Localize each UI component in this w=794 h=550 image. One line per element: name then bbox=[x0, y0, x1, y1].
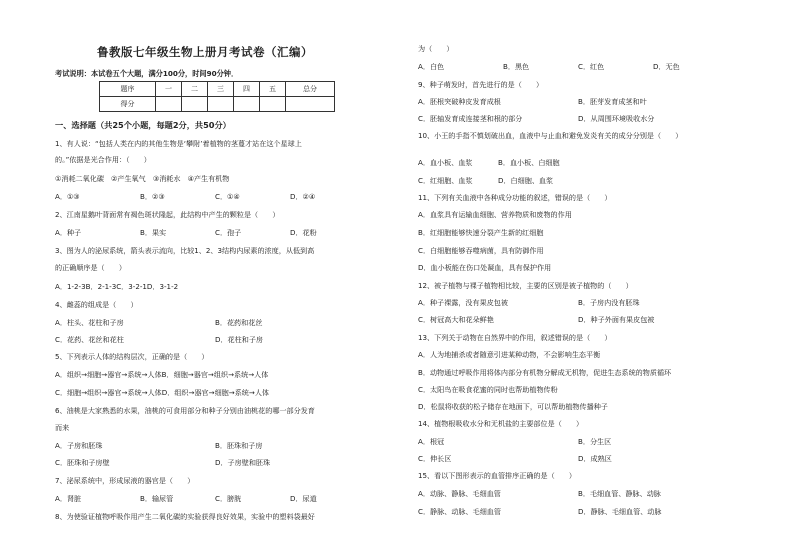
question-3: 3、图为人的泌尿系统，箭头表示流向，比较1、2、3结构内尿素的浓度，从低到高 bbox=[55, 246, 315, 255]
question-3-options[interactable]: A．1-2-3B．2-1-3C．3-2-1D．3-1-2 bbox=[55, 282, 179, 291]
option-a[interactable]: A．动脉、静脉、毛细血管 bbox=[418, 489, 501, 498]
option-b[interactable]: B．花药和花丝 bbox=[215, 318, 263, 327]
option-c[interactable]: C．树冠高大和花朵鲜艳 bbox=[418, 315, 494, 324]
option-c[interactable]: C．胚轴发育成连接茎和根的部分 bbox=[418, 114, 523, 123]
score-table bbox=[99, 81, 335, 112]
score-cell[interactable] bbox=[208, 97, 234, 112]
score-row-label: 得分 bbox=[100, 97, 156, 112]
question-1: 1、有人说：“包括人类在内的其他生物是‘攀附’着植物的茎蔓才站在这个星球上 bbox=[55, 139, 302, 148]
score-header-cell: 二 bbox=[182, 82, 208, 97]
option-a[interactable]: A．人为地捕杀或者随意引进某种动物，不会影响生态平衡 bbox=[418, 350, 601, 359]
option-a[interactable]: A．白色 bbox=[418, 62, 445, 71]
option-b[interactable]: B．子房内没有胚珠 bbox=[578, 298, 640, 307]
question-6-cont: 而来 bbox=[55, 423, 70, 432]
option-c[interactable]: C．太阳鸟在吸食花蜜的同时也帮助植物传粉 bbox=[418, 385, 558, 394]
option-a[interactable]: A．子房和胚珠 bbox=[55, 441, 103, 450]
option-a[interactable]: A．①③ bbox=[55, 192, 80, 201]
option-b[interactable]: B．血小板、白细胞 bbox=[498, 158, 560, 167]
option-d[interactable]: D．种子外面有果皮包被 bbox=[578, 315, 655, 324]
option-a[interactable]: A．血小板、血浆 bbox=[418, 158, 473, 167]
question-13: 13、下列关于动物在自然界中的作用，叙述错误的是（ ） bbox=[418, 333, 612, 342]
option-b[interactable]: B．毛细血管、静脉、动脉 bbox=[578, 489, 661, 498]
option-d[interactable]: D．无色 bbox=[653, 62, 680, 71]
question-5: 5、下列表示人体的结构层次，正确的是（ ） bbox=[55, 352, 209, 361]
option-a[interactable]: A．种子 bbox=[55, 228, 82, 237]
option-c[interactable]: C．红色 bbox=[578, 62, 605, 71]
score-cell[interactable] bbox=[260, 97, 286, 112]
question-1-cont: 的。”依据是光合作用：（ ） bbox=[55, 155, 151, 164]
exam-notice: 考试说明：本试卷五个大题，满分100分，时间90分钟． bbox=[55, 69, 239, 78]
question-15: 15、看以下图形表示的血管排序正确的是（ ） bbox=[418, 471, 576, 480]
question-14: 14、植物根吸收水分和无机盐的主要部位是（ ） bbox=[418, 419, 584, 428]
question-11: 11、下列有关血液中各种成分功能的叙述，错误的是（ ） bbox=[418, 193, 612, 202]
option-a[interactable]: A．种子裸露，没有果皮包被 bbox=[418, 298, 508, 307]
option-d[interactable]: D．血小板能在伤口处凝血，具有保护作用 bbox=[418, 263, 552, 272]
option-a[interactable]: A．血浆具有运输血细胞、营养物质和废物的作用 bbox=[418, 210, 572, 219]
question-12: 12、被子植物与裸子植物相比较，主要的区别是被子植物的（ ） bbox=[418, 281, 633, 290]
option-b[interactable]: B．胚芽发育成茎和叶 bbox=[578, 97, 647, 106]
score-header-cell: 四 bbox=[234, 82, 260, 97]
score-header-cell: 五 bbox=[260, 82, 286, 97]
score-header-cell: 总分 bbox=[286, 82, 335, 97]
option-c[interactable]: C．膀胱 bbox=[215, 494, 242, 503]
question-3-cont: 的正确顺序是（ ） bbox=[55, 263, 126, 272]
question-6: 6、油桃是大家熟悉的水果，油桃的可食用部分和种子分别由油桃花的哪一部分发育 bbox=[55, 406, 315, 415]
option-c[interactable]: C．①④ bbox=[215, 192, 240, 201]
score-header-cell: 题序 bbox=[100, 82, 156, 97]
score-cell[interactable] bbox=[182, 97, 208, 112]
score-header-cell: 一 bbox=[156, 82, 182, 97]
option-c[interactable]: C．伸长区 bbox=[418, 454, 452, 463]
question-4: 4、雌蕊的组成是（ ） bbox=[55, 300, 138, 309]
option-c[interactable]: C．白细胞能够吞噬病菌，具有防御作用 bbox=[418, 246, 544, 255]
question-5-options-ab[interactable]: A．组织→细胞→器官→系统→人体B．细胞→器官→组织→系统→人体 bbox=[55, 370, 269, 379]
option-b[interactable]: B．胚珠和子房 bbox=[215, 441, 263, 450]
option-d[interactable]: D．子房壁和胚珠 bbox=[215, 458, 271, 467]
option-d[interactable]: D．从周围环境吸收水分 bbox=[578, 114, 655, 123]
score-cell[interactable] bbox=[156, 97, 182, 112]
score-cell[interactable] bbox=[234, 97, 260, 112]
option-b[interactable]: B．②③ bbox=[140, 192, 165, 201]
option-b[interactable]: B．果实 bbox=[140, 228, 167, 237]
option-b[interactable]: B．黑色 bbox=[503, 62, 530, 71]
question-8-cont: 为（ ） bbox=[418, 44, 454, 53]
option-d[interactable]: D．成熟区 bbox=[578, 454, 612, 463]
question-9: 9、种子萌发时，首先进行的是（ ） bbox=[418, 80, 544, 89]
option-b[interactable]: B．输尿管 bbox=[140, 494, 174, 503]
option-b[interactable]: B．动物通过呼吸作用将体内部分有机物分解成无机物，促进生态系统的物质循环 bbox=[418, 368, 672, 377]
score-table-header-row bbox=[100, 82, 335, 97]
option-c[interactable]: C．胚珠和子房壁 bbox=[55, 458, 110, 467]
option-c[interactable]: C．花药、花丝和花柱 bbox=[55, 335, 124, 344]
option-a[interactable]: A．柱头、花柱和子房 bbox=[55, 318, 124, 327]
option-d[interactable]: D．花柱和子房 bbox=[215, 335, 264, 344]
option-a[interactable]: A．肾脏 bbox=[55, 494, 82, 503]
section-heading: 一、选择题（共25个小题，每题2分，共50分） bbox=[55, 120, 231, 130]
option-c[interactable]: C．孢子 bbox=[215, 228, 242, 237]
question-5-options-cd[interactable]: C．细胞→组织→器官→系统→人体D．组织→器官→细胞→系统→人体 bbox=[55, 388, 270, 397]
option-b[interactable]: B．分生区 bbox=[578, 437, 612, 446]
option-a[interactable]: A．根冠 bbox=[418, 437, 445, 446]
question-10: 10、小王的手指不慎划破出血，血液中与止血和避免发炎有关的成分分别是（ ） bbox=[418, 131, 683, 140]
question-1-items: ①消耗二氧化碳 ②产生氧气 ③消耗水 ④产生有机物 bbox=[55, 174, 230, 183]
option-a[interactable]: A．胚根突破种皮发育成根 bbox=[418, 97, 501, 106]
option-d[interactable]: D．花粉 bbox=[290, 228, 317, 237]
option-d[interactable]: D．松鼠将收获的松子储存在地面下，可以帮助植物传播种子 bbox=[418, 402, 608, 411]
option-d[interactable]: D．静脉、毛细血管、动脉 bbox=[578, 507, 662, 516]
option-c[interactable]: C．静脉、动脉、毛细血管 bbox=[418, 507, 501, 516]
score-table-score-row bbox=[100, 97, 335, 112]
option-b[interactable]: B．红细胞能够快速分裂产生新的红细胞 bbox=[418, 228, 544, 237]
question-8: 8、为使验证植物呼吸作用产生二氧化碳的实验获得良好效果，实验中的塑料袋最好 bbox=[55, 512, 315, 521]
question-2: 2、江南星鹅叶背面常有褐色斑状隆起，此结构中产生的颗粒是（ ） bbox=[55, 210, 280, 219]
question-7: 7、泌尿系统中，形成尿液的器官是（ ） bbox=[55, 476, 195, 485]
score-header-cell: 三 bbox=[208, 82, 234, 97]
option-d[interactable]: D．尿道 bbox=[290, 494, 317, 503]
option-c[interactable]: C．红细胞、血浆 bbox=[418, 176, 473, 185]
page-title: 鲁教版七年级生物上册月考试卷（汇编） bbox=[97, 45, 313, 59]
score-cell[interactable] bbox=[286, 97, 335, 112]
option-d[interactable]: D．白细胞、血浆 bbox=[498, 176, 554, 185]
option-d[interactable]: D．②④ bbox=[290, 192, 316, 201]
